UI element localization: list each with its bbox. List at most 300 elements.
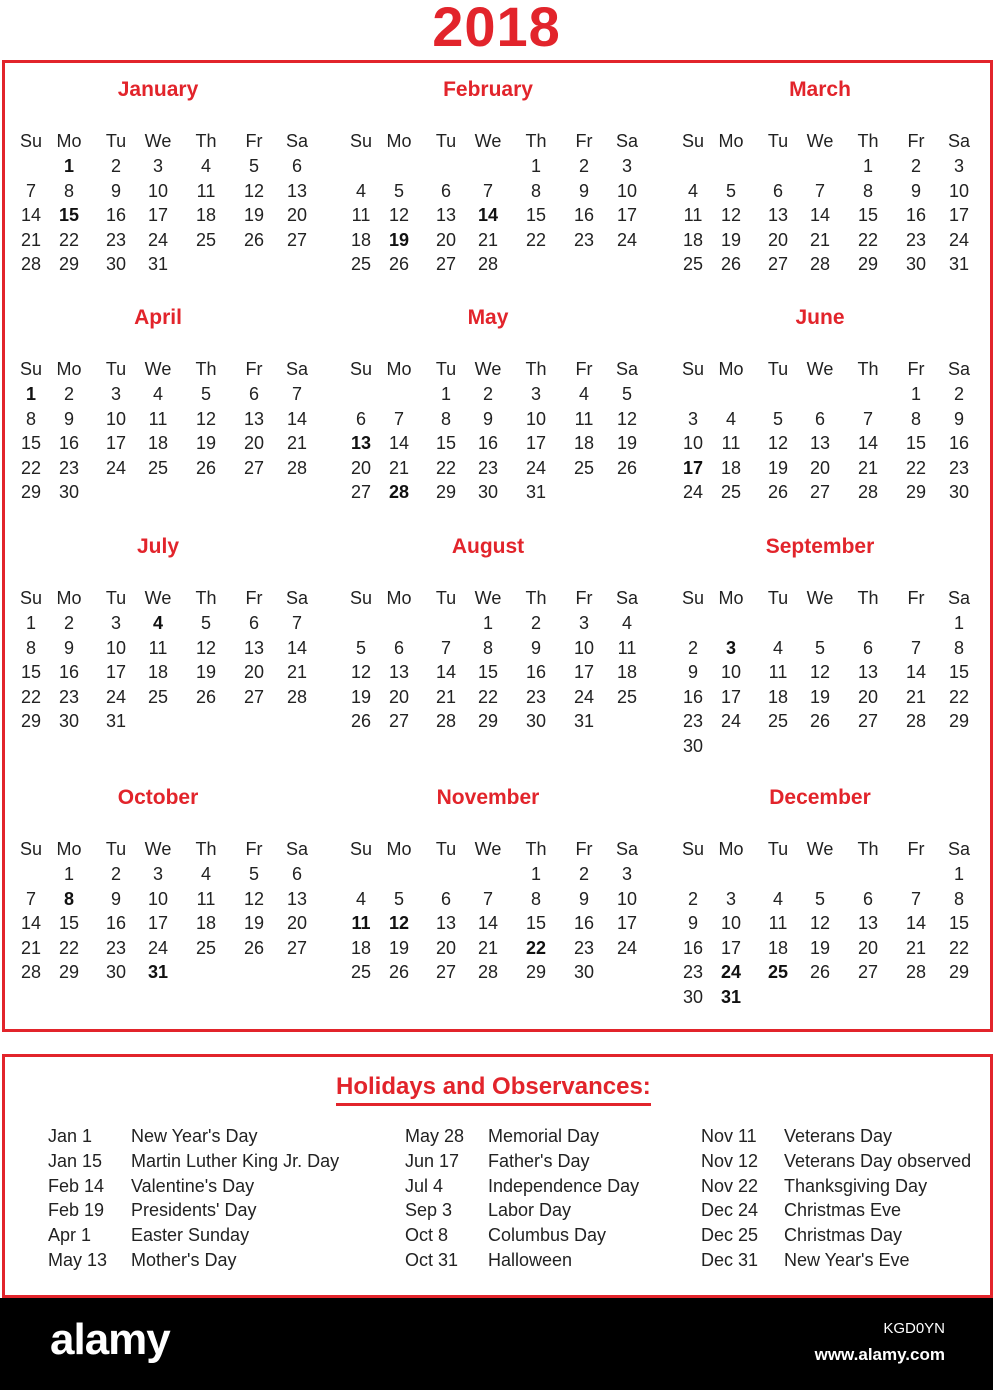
day-cell: 17	[616, 913, 638, 934]
day-cell: 22	[857, 229, 879, 250]
weekday-header: Su	[681, 588, 705, 608]
day-cell: 21	[286, 662, 308, 683]
day-cell: 10	[616, 888, 638, 909]
day-cell: 12	[767, 433, 789, 454]
day-cell: 29	[58, 254, 80, 275]
day-cell: 4	[772, 637, 783, 658]
weekday-header: We	[144, 359, 172, 379]
day-cell: 8	[482, 637, 493, 658]
day-cell: 22	[20, 686, 42, 707]
day-cell: 18	[147, 662, 169, 683]
day-cell: 24	[105, 457, 127, 478]
day-cell: 23	[573, 937, 595, 958]
day-cell: 17	[720, 937, 742, 958]
day-cell: 29	[20, 482, 42, 503]
day-cell: 25	[573, 457, 595, 478]
day-cell: 9	[110, 180, 121, 201]
month-name: November	[436, 786, 540, 809]
holiday-name: Columbus Day	[488, 1225, 607, 1246]
holiday-day: 12	[388, 913, 410, 934]
weekday-header: Sa	[615, 839, 639, 859]
day-cell: 14	[905, 913, 927, 934]
day-cell: 13	[243, 408, 265, 429]
weekday-header: Th	[525, 839, 547, 859]
day-cell: 26	[195, 457, 217, 478]
day-cell: 9	[953, 408, 964, 429]
holiday-name: Easter Sunday	[131, 1225, 250, 1246]
day-cell: 11	[683, 205, 703, 226]
site-url: www.alamy.com	[814, 1345, 945, 1364]
day-cell: 28	[286, 457, 308, 478]
day-cell: 23	[58, 686, 80, 707]
weekday-header: Sa	[615, 588, 639, 608]
month-name: July	[136, 535, 180, 558]
weekday-header: Sa	[947, 588, 971, 608]
day-cell: 17	[573, 662, 595, 683]
holiday-name: New Year's Day	[131, 1126, 258, 1146]
day-cell: 5	[393, 180, 404, 201]
day-cell: 7	[291, 384, 302, 404]
day-cell: 13	[767, 205, 789, 226]
day-cell: 18	[682, 229, 704, 250]
day-cell: 28	[905, 962, 927, 983]
day-cell: 27	[435, 254, 457, 275]
day-cell: 27	[286, 937, 308, 958]
day-cell: 15	[948, 662, 970, 683]
holiday-name: Veterans Day observed	[784, 1150, 972, 1171]
day-cell: 16	[573, 205, 595, 226]
weekday-header: Sa	[947, 131, 971, 151]
day-cell: 4	[621, 613, 632, 633]
day-cell: 16	[573, 913, 595, 934]
weekday-header: Mo	[56, 131, 82, 151]
holiday-day: 17	[682, 457, 704, 478]
weekday-header: Mo	[56, 588, 82, 608]
day-cell: 22	[905, 457, 927, 478]
weekday-header: Tu	[435, 588, 457, 608]
weekday-header: Fr	[907, 359, 925, 379]
holiday-name: Labor Day	[488, 1200, 572, 1221]
weekday-header: We	[806, 131, 834, 151]
day-cell: 6	[440, 180, 451, 201]
day-cell: 2	[578, 156, 589, 176]
day-cell: 25	[682, 254, 704, 275]
weekday-header: Th	[195, 588, 217, 608]
day-cell: 28	[905, 711, 927, 732]
day-cell: 19	[809, 937, 831, 958]
day-cell: 14	[477, 913, 499, 934]
holiday-name: Christmas Eve	[784, 1200, 902, 1221]
weekday-header: Tu	[105, 588, 127, 608]
month-name: October	[117, 786, 199, 809]
day-cell: 17	[105, 433, 127, 454]
day-cell: 19	[243, 913, 265, 934]
day-cell: 5	[248, 156, 259, 176]
day-cell: 7	[393, 408, 404, 429]
day-cell: 22	[948, 937, 970, 958]
day-cell: 27	[857, 711, 879, 732]
day-cell: 9	[482, 408, 493, 429]
day-cell: 13	[809, 433, 831, 454]
day-cell: 11	[351, 205, 371, 226]
day-cell: 18	[350, 229, 372, 250]
day-cell: 12	[809, 662, 831, 683]
day-cell: 25	[720, 482, 742, 503]
day-cell: 25	[350, 254, 372, 275]
day-cell: 27	[243, 457, 265, 478]
day-cell: 2	[953, 384, 964, 404]
day-cell: 30	[58, 711, 80, 732]
day-cell: 22	[58, 937, 80, 958]
day-cell: 2	[482, 384, 493, 404]
day-cell: 30	[573, 962, 595, 983]
holiday-date: Dec 25	[701, 1225, 759, 1246]
day-cell: 21	[286, 433, 308, 454]
day-cell: 2	[578, 864, 589, 884]
holiday-date: Jun 17	[405, 1150, 460, 1171]
weekday-header: Sa	[947, 839, 971, 859]
day-cell: 4	[200, 864, 211, 884]
day-cell: 18	[767, 686, 789, 707]
day-cell: 14	[857, 433, 879, 454]
day-cell: 13	[435, 205, 457, 226]
day-cell: 17	[147, 205, 169, 226]
holiday-day: 1	[25, 384, 36, 404]
day-cell: 18	[350, 937, 372, 958]
day-cell: 11	[148, 637, 168, 658]
weekday-header: Sa	[285, 359, 309, 379]
weekday-header: Th	[195, 131, 217, 151]
day-cell: 18	[195, 205, 217, 226]
day-cell: 3	[530, 384, 541, 404]
holiday-date: Nov 11	[701, 1126, 757, 1146]
day-cell: 24	[147, 937, 169, 958]
day-cell: 18	[195, 913, 217, 934]
day-cell: 9	[530, 637, 541, 658]
weekday-header: Tu	[767, 359, 789, 379]
day-cell: 24	[720, 711, 742, 732]
day-cell: 20	[388, 686, 410, 707]
day-cell: 20	[243, 662, 265, 683]
day-cell: 3	[152, 864, 163, 884]
month-name: April	[134, 306, 182, 329]
weekday-header: Sa	[285, 131, 309, 151]
day-cell: 24	[616, 937, 638, 958]
day-cell: 21	[857, 457, 879, 478]
day-cell: 4	[355, 888, 366, 909]
weekday-header: We	[806, 588, 834, 608]
day-cell: 3	[578, 613, 589, 633]
weekday-header: Fr	[907, 588, 925, 608]
day-cell: 15	[857, 205, 879, 226]
day-cell: 23	[105, 229, 127, 250]
day-cell: 15	[525, 913, 547, 934]
weekday-header: Mo	[386, 839, 412, 859]
day-cell: 8	[862, 180, 873, 201]
day-cell: 10	[948, 180, 970, 201]
weekday-header: Tu	[105, 131, 127, 151]
day-cell: 25	[350, 962, 372, 983]
holiday-name: Valentine's Day	[131, 1175, 255, 1196]
day-cell: 6	[440, 888, 451, 909]
day-cell: 29	[20, 711, 42, 732]
weekday-header: Fr	[245, 588, 263, 608]
weekday-header: Su	[681, 131, 705, 151]
day-cell: 9	[687, 913, 698, 934]
day-cell: 22	[435, 457, 457, 478]
day-cell: 13	[857, 662, 879, 683]
day-cell: 30	[682, 736, 704, 756]
day-cell: 4	[578, 384, 589, 404]
month-name: August	[451, 535, 525, 558]
month-name: March	[789, 78, 851, 101]
day-cell: 1	[63, 864, 74, 884]
day-cell: 6	[814, 408, 825, 429]
holiday-day: 24	[720, 962, 742, 983]
weekday-header: Tu	[435, 359, 457, 379]
day-cell: 11	[617, 637, 637, 658]
day-cell: 19	[767, 457, 789, 478]
day-cell: 20	[243, 433, 265, 454]
day-cell: 12	[388, 205, 410, 226]
day-cell: 12	[195, 408, 217, 429]
weekday-header: Su	[681, 839, 705, 859]
day-cell: 3	[687, 408, 698, 429]
day-cell: 26	[243, 937, 265, 958]
weekday-header: Sa	[285, 588, 309, 608]
day-cell: 26	[767, 482, 789, 503]
day-cell: 9	[63, 408, 74, 429]
day-cell: 10	[105, 637, 127, 658]
day-cell: 28	[20, 962, 42, 983]
day-cell: 8	[910, 408, 921, 429]
day-cell: 17	[525, 433, 547, 454]
day-cell: 17	[720, 686, 742, 707]
day-cell: 19	[350, 686, 372, 707]
month-name: January	[117, 78, 199, 101]
day-cell: 4	[152, 384, 163, 404]
day-cell: 30	[105, 254, 127, 275]
day-cell: 26	[388, 254, 410, 275]
day-cell: 28	[809, 254, 831, 275]
day-cell: 10	[573, 637, 595, 658]
day-cell: 16	[525, 662, 547, 683]
day-cell: 22	[525, 229, 547, 250]
day-cell: 20	[286, 205, 308, 226]
day-cell: 11	[148, 408, 168, 429]
day-cell: 13	[286, 180, 308, 201]
weekday-header: Th	[195, 839, 217, 859]
day-cell: 1	[440, 384, 451, 404]
day-cell: 10	[147, 888, 169, 909]
day-cell: 13	[243, 637, 265, 658]
day-cell: 24	[616, 229, 638, 250]
day-cell: 13	[435, 913, 457, 934]
day-cell: 30	[682, 987, 704, 1007]
day-cell: 13	[286, 888, 308, 909]
day-cell: 10	[616, 180, 638, 201]
day-cell: 26	[809, 711, 831, 732]
holiday-name: Veterans Day	[784, 1126, 893, 1146]
day-cell: 3	[110, 613, 121, 633]
day-cell: 16	[948, 433, 970, 454]
holiday-name: Mother's Day	[131, 1250, 237, 1270]
weekday-header: Su	[19, 131, 43, 151]
day-cell: 10	[105, 408, 127, 429]
holiday-date: Dec 24	[701, 1200, 759, 1221]
day-cell: 8	[25, 637, 36, 658]
day-cell: 14	[905, 662, 927, 683]
day-cell: 11	[196, 888, 216, 909]
weekday-header: Th	[857, 588, 879, 608]
day-cell: 29	[477, 711, 499, 732]
weekday-header: Tu	[767, 839, 789, 859]
day-cell: 2	[910, 156, 921, 176]
day-cell: 13	[857, 913, 879, 934]
day-cell: 21	[905, 686, 927, 707]
day-cell: 5	[814, 888, 825, 909]
day-cell: 16	[105, 913, 127, 934]
day-cell: 31	[105, 711, 127, 732]
day-cell: 4	[772, 888, 783, 909]
day-cell: 30	[948, 482, 970, 503]
day-cell: 21	[477, 937, 499, 958]
day-cell: 3	[621, 864, 632, 884]
weekday-header: Mo	[386, 588, 412, 608]
day-cell: 8	[440, 408, 451, 429]
day-cell: 23	[477, 457, 499, 478]
day-cell: 29	[525, 962, 547, 983]
holiday-day: 31	[720, 987, 742, 1007]
weekday-header: Fr	[245, 131, 263, 151]
day-cell: 18	[616, 662, 638, 683]
holiday-date: Feb 19	[48, 1200, 105, 1221]
day-cell: 26	[350, 711, 372, 732]
calendar-year-title: 2018	[432, 0, 561, 58]
weekday-header: Sa	[285, 839, 309, 859]
weekday-header: We	[806, 359, 834, 379]
holiday-date: Nov 12	[701, 1150, 759, 1171]
day-cell: 17	[616, 205, 638, 226]
day-cell: 30	[58, 482, 80, 503]
day-cell: 11	[721, 433, 741, 454]
stock-id: KGD0YN	[883, 1320, 945, 1337]
day-cell: 19	[243, 205, 265, 226]
day-cell: 3	[953, 156, 964, 176]
day-cell: 28	[857, 482, 879, 503]
day-cell: 19	[388, 937, 410, 958]
day-cell: 20	[286, 913, 308, 934]
weekday-header: Su	[349, 131, 373, 151]
day-cell: 7	[25, 888, 36, 909]
day-cell: 4	[687, 180, 698, 201]
day-cell: 20	[350, 457, 372, 478]
day-cell: 16	[105, 205, 127, 226]
weekday-header: Fr	[575, 588, 593, 608]
day-cell: 20	[435, 937, 457, 958]
holiday-date: May 28	[405, 1126, 465, 1146]
holiday-date: Dec 31	[701, 1250, 759, 1270]
month-name: September	[765, 535, 875, 558]
holiday-date: Nov 22	[701, 1175, 759, 1196]
day-cell: 28	[477, 254, 499, 275]
holiday-date: Sep 3	[405, 1200, 453, 1221]
holiday-name: Thanksgiving Day	[784, 1175, 928, 1196]
day-cell: 21	[477, 229, 499, 250]
day-cell: 29	[857, 254, 879, 275]
holiday-name: Halloween	[488, 1250, 573, 1270]
day-cell: 1	[482, 613, 493, 633]
weekday-header: We	[474, 359, 502, 379]
day-cell: 1	[953, 864, 964, 884]
holiday-date: Jul 4	[405, 1175, 444, 1196]
day-cell: 5	[725, 180, 736, 201]
day-cell: 2	[63, 384, 74, 404]
weekday-header: Sa	[947, 359, 971, 379]
day-cell: 13	[388, 662, 410, 683]
weekday-header: Su	[681, 359, 705, 379]
day-cell: 8	[953, 888, 964, 909]
day-cell: 23	[525, 686, 547, 707]
day-cell: 14	[20, 913, 42, 934]
day-cell: 26	[243, 229, 265, 250]
holiday-day: 1	[63, 156, 74, 176]
day-cell: 5	[814, 637, 825, 658]
weekday-header: Th	[525, 359, 547, 379]
day-cell: 18	[767, 937, 789, 958]
day-cell: 18	[147, 433, 169, 454]
day-cell: 4	[725, 408, 736, 429]
day-cell: 27	[809, 482, 831, 503]
day-cell: 25	[195, 937, 217, 958]
holiday-day: 25	[767, 962, 789, 983]
day-cell: 21	[388, 457, 410, 478]
day-cell: 22	[20, 457, 42, 478]
day-cell: 23	[573, 229, 595, 250]
weekday-header: Su	[349, 588, 373, 608]
day-cell: 17	[948, 205, 970, 226]
day-cell: 15	[477, 662, 499, 683]
day-cell: 16	[58, 433, 80, 454]
weekday-header: Fr	[245, 359, 263, 379]
day-cell: 14	[435, 662, 457, 683]
day-cell: 26	[195, 686, 217, 707]
day-cell: 7	[862, 408, 873, 429]
weekday-header: Mo	[718, 131, 744, 151]
day-cell: 4	[355, 180, 366, 201]
day-cell: 14	[20, 205, 42, 226]
brand-logo: alamy	[50, 1315, 170, 1364]
day-cell: 12	[243, 888, 265, 909]
day-cell: 6	[355, 408, 366, 429]
weekday-header: Th	[195, 359, 217, 379]
holiday-day: 8	[63, 888, 74, 909]
weekday-header: Su	[19, 359, 43, 379]
day-cell: 15	[20, 433, 42, 454]
day-cell: 28	[477, 962, 499, 983]
weekday-header: Mo	[56, 839, 82, 859]
day-cell: 5	[355, 637, 366, 658]
weekday-header: Mo	[386, 359, 412, 379]
day-cell: 31	[525, 482, 547, 503]
day-cell: 10	[682, 433, 704, 454]
holiday-day: 13	[350, 433, 372, 454]
weekday-header: Tu	[767, 588, 789, 608]
weekday-header: Fr	[575, 131, 593, 151]
month-name: May	[467, 306, 509, 329]
holiday-name: Martin Luther King Jr. Day	[131, 1150, 340, 1171]
weekday-header: Th	[525, 131, 547, 151]
